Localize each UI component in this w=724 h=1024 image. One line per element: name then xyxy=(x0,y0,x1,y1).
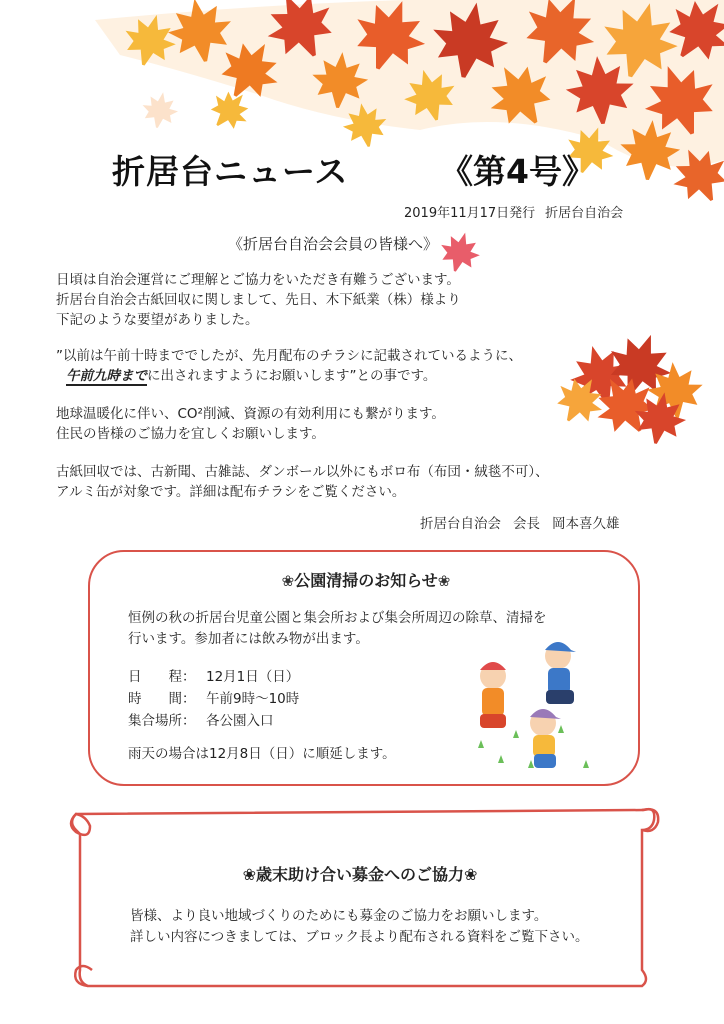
fund-title-row xyxy=(70,862,650,885)
quote-line: ”以前は午前十時まででしたが、先月配布のチラシに記載されているように、 xyxy=(56,348,522,364)
items-paragraph xyxy=(56,462,549,502)
schedule-value: 12月1日（日） xyxy=(206,669,300,685)
schedule-label: 日 程： xyxy=(128,669,196,685)
signature xyxy=(420,512,620,532)
signature-name: 岡本喜久雄 xyxy=(552,516,620,532)
schedule-label: 集合場所： xyxy=(128,713,196,729)
items-line: アルミ缶が対象です。詳細は配布チラシをご覧ください。 xyxy=(56,484,406,500)
notice-line: 行います。参加者には飲み物が出ます。 xyxy=(128,631,369,647)
schedule-value: 各公園入口 xyxy=(206,713,274,729)
quote-line xyxy=(56,366,522,386)
intro-line: 日頃は自治会運営にご理解とご協力をいただき有難うございます。 xyxy=(56,272,460,288)
signature-role: 会長 xyxy=(513,516,540,532)
intro-paragraph xyxy=(56,270,461,330)
fundraising-scroll-frame xyxy=(64,800,664,990)
schedule-value: 午前9時～10時 xyxy=(206,691,300,707)
intro-line: 折居台自治会古紙回収に関しまして、先日、木下紙業（株）様より xyxy=(56,292,461,308)
dateline xyxy=(404,202,623,221)
signature-org: 折居台自治会 xyxy=(420,516,501,532)
notice-title: 公園清掃のお知らせ xyxy=(294,571,438,590)
kids-weeding-illustration xyxy=(458,628,608,778)
schedule-row xyxy=(128,666,299,688)
rain-notice: 雨天の場合は12月8日（日）に順延します。 xyxy=(128,746,396,762)
clover-icon: ❀ xyxy=(281,572,295,590)
emphasized-time: 午前九時まで xyxy=(66,368,147,384)
letter-greeting: 《折居台自治会会員の皆様へ》 xyxy=(228,235,439,253)
fund-line: 皆様、より良い地域づくりのためにも募金のご協力をお願いします。 xyxy=(130,908,548,924)
issue-number: 《第4号》 xyxy=(440,152,595,191)
items-line: 古紙回収では、古新聞、古雑誌、ダンボール以外にもボロ布（布団・絨毯不可）、 xyxy=(56,464,549,480)
eco-line: 住民の皆様のご協力を宜しくお願いします。 xyxy=(56,426,325,442)
quote-paragraph xyxy=(56,346,522,386)
issue-date: 2019年11月17日発行 xyxy=(404,206,536,221)
fund-title: 歳末助け合い募金へのご協力 xyxy=(255,865,464,884)
fund-line: 詳しい内容につきましては、ブロック長より配布される資料をご覧下さい。 xyxy=(130,929,589,945)
schedule-list xyxy=(128,666,299,732)
quote-rest: に出されますようにお願いします”との事です。 xyxy=(147,368,437,384)
side-leaf-cluster xyxy=(547,324,705,448)
clover-icon: ❀ xyxy=(464,865,478,884)
schedule-label: 時 間： xyxy=(128,691,196,707)
intro-line: 下記のような要望がありました。 xyxy=(56,312,259,328)
clover-icon: ❀ xyxy=(242,865,256,884)
clover-icon: ❀ xyxy=(437,572,451,590)
fund-body xyxy=(130,906,588,948)
eco-line: 地球温暖化に伴い、CO²削減、資源の有効利用にも繋がります。 xyxy=(56,406,445,422)
schedule-row xyxy=(128,710,299,732)
publisher-name: 折居台自治会 xyxy=(545,206,624,221)
schedule-row xyxy=(128,688,299,710)
notice-title-row xyxy=(90,568,642,591)
newsletter-title: 折居台ニュース xyxy=(112,152,349,191)
notice-line: 恒例の秋の折居台児童公園と集会所および集会所周辺の除草、清掃を xyxy=(128,610,547,626)
eco-paragraph xyxy=(56,404,445,444)
